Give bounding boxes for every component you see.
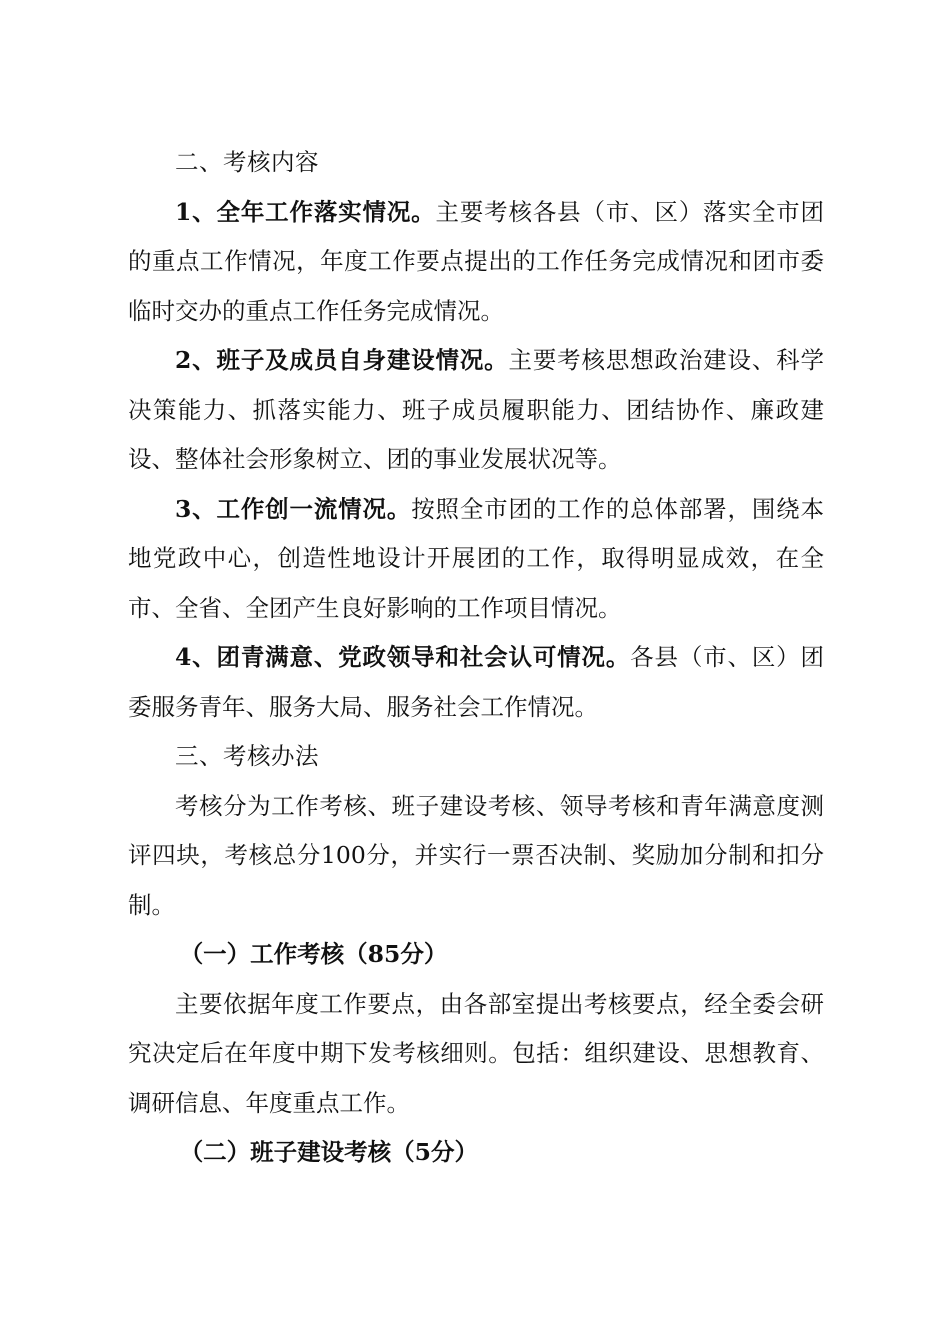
item-team-building (128, 336, 824, 485)
item-annual-work-body: 主要考核各县（市、区）落实全市团的重点工作情况，年度工作要点提出的工作任务完成情况和团市委临时交办的重点工作任务完成情况。 (128, 197, 825, 325)
item-team-building-body: 主要考核思想政治建设、科学决策能力、抓落实能力、班子成员履职能力、团结协作、廉政建设、整体社会形象树立、团的事业发展状况等。 (128, 346, 825, 473)
item-satisfaction-lead: 4、团青满意、党政领导和社会认可情况。 (175, 643, 631, 671)
work-assessment-paragraph: 主要依据年度工作要点，由各部室提出考核要点，经全委会研究决定后在年度中期下发考核细则。包括：组织建设、思想教育、调研信息、年度重点工作。 (128, 989, 824, 1117)
section-heading-assessment-content: 二、考核内容 (175, 148, 319, 176)
subheading-work-assessment: （一）工作考核（85分） (179, 940, 448, 968)
document-body (128, 138, 824, 1178)
item-satisfaction (128, 633, 824, 732)
section-heading-assessment-method: 三、考核办法 (175, 742, 319, 770)
item-first-class-work-lead: 3、工作创一流情况。 (175, 494, 412, 523)
item-satisfaction-body: 各县（市、区）团委服务青年、服务大局、服务社会工作情况。 (128, 643, 824, 721)
method-paragraph: 考核分为工作考核、班子建设考核、领导考核和青年满意度测评四块，考核总分100分，并实行一票否决制、奖励加分制和扣分制。 (128, 791, 824, 919)
subheading-team-assessment: （二）班子建设考核（5分） (179, 1138, 479, 1166)
item-annual-work-lead: 1、全年工作落实情况。 (175, 197, 436, 226)
item-annual-work (128, 188, 824, 337)
item-first-class-work (128, 485, 824, 634)
item-first-class-work-body: 按照全市团的工作的总体部署，围绕本地党政中心，创造性地设计开展团的工作，取得明显成效，在全市、全省、全团产生良好影响的工作项目情况。 (128, 494, 825, 622)
item-team-building-lead: 2、班子及成员自身建设情况。 (175, 346, 509, 374)
